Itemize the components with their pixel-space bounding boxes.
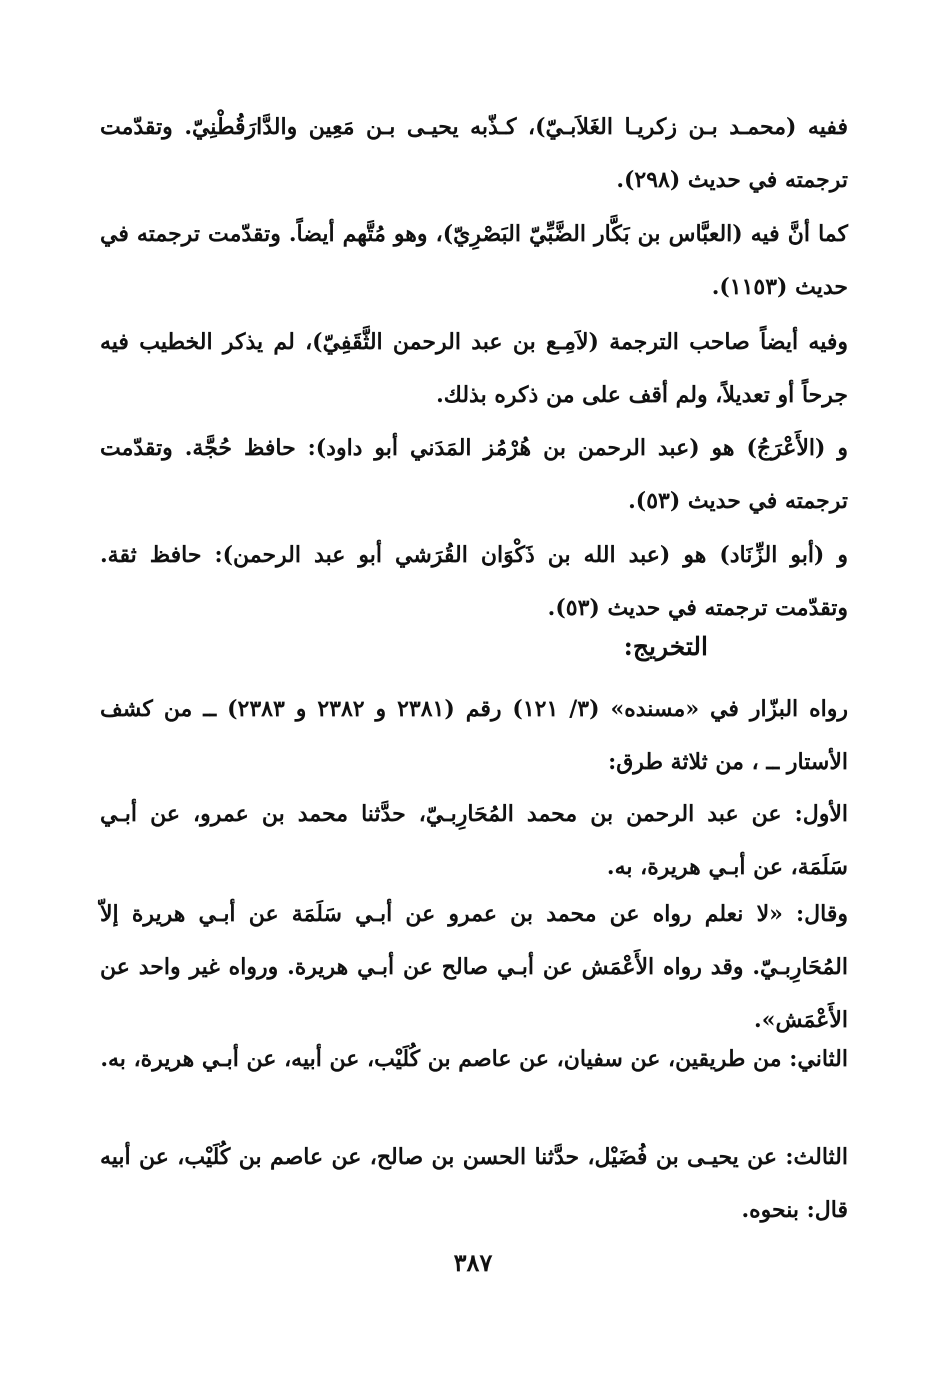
paragraph-4: [100, 422, 848, 528]
paragraph-5-text: و (أبو الزِّنَاد) هو (عبد الله بن ذَكْوَان القُرَشي أبو عبد الرحمن): حافظ ثقة. وتقدّمت ترجمته في حديث (٥٣).: [100, 542, 848, 621]
paragraph-8: [100, 888, 848, 1047]
paragraph-2: [100, 208, 848, 314]
paragraph-4-text: و (الأَعْرَجُ) هو (عبد الرحمن بن هُرْمُز المَدَني أبو داود): حافظ حُجَّة. وتقدّمت ترجمته في حديث (٥٣).: [100, 435, 848, 514]
paragraph-7: [100, 788, 848, 894]
paragraph-5: [100, 529, 848, 635]
section-heading: التخريج:: [623, 632, 708, 661]
paragraph-8-text: وقال: «لا نعلم رواه عن محمد بن عمرو عن أبـي سَلَمَة عن أبـي هريرة إلاّ المُحَارِبـيّ. وقد رواه الأَعْمَش عن أبـي صالح عن أبـي هريرة. ورواه غير واحد عن الأَعْمَش».: [100, 901, 848, 1033]
paragraph-9-text: من طريقين، عن سفيان، عن عاصم بن كُلَيْب، عن أبيه، عن أبـي هريرة، به.: [100, 1046, 790, 1072]
paragraph-6: [100, 683, 848, 789]
paragraph-2-text: كما أنَّ فيه (العبَّاس بن بَكَّار الضَّبِّيّ البَصْرِيّ)، وهو مُتَّهم أيضاً. وتقدّمت ترجمته في حديث (١١٥٣).: [100, 221, 848, 300]
paragraph-7-lead: الأول:: [794, 801, 848, 827]
paragraph-6-text: رواه البزّار في «مسنده» (٣/ ١٢١) رقم (٢٣٨١ و ٢٣٨٢ و ٢٣٨٣) ــ من كشف الأستار ــ ، من ثلاثة طرق:: [100, 696, 848, 775]
paragraph-1: [100, 101, 848, 207]
paragraph-1-text: ففيه (محمـد بـن زكريـا الغَلاَبـيّ)، كـذّبه يحيـى بـن مَعِين والدَّارَقُطْنِيّ. وتقدّمت ترجمته في حديث (٢٩٨).: [100, 114, 848, 193]
paragraph-9: [100, 1033, 848, 1086]
paragraph-3: [100, 316, 848, 422]
paragraph-10-lead: الثالث:: [785, 1144, 848, 1170]
paragraph-10-text: عن يحيـى بن فُضَيْل، حدَّثنا الحسن بن صالح، عن عاصم بن كُلَيْب، عن أبيه قال: بنحوه.: [100, 1144, 848, 1223]
paragraph-9-lead: الثاني:: [789, 1046, 848, 1072]
page-number: ٣٨٧: [453, 1248, 493, 1277]
paragraph-10: [100, 1131, 848, 1237]
paragraph-7-text: عن عبد الرحمن بن محمد المُحَارِبـيّ، حدَّثنا محمد بن عمرو، عن أبـي سَلَمَة، عن أبـي هريرة، به.: [100, 801, 848, 880]
paragraph-3-text: وفيه أيضاً صاحب الترجمة (لاَمِـع بن عبد الرحمن الثَّقَفِيّ)، لم يذكر الخطيب فيه جرحاً أو تعديلاً، ولم أقف على من ذكره بذلك.: [100, 329, 848, 408]
